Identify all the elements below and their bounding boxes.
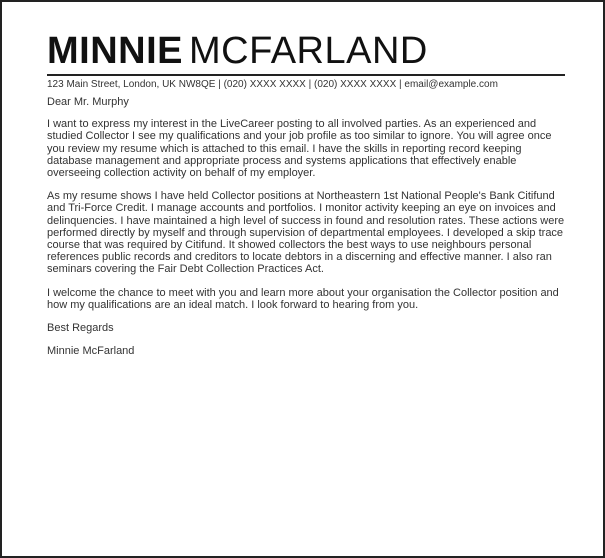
letter-body xyxy=(47,96,567,368)
header-divider xyxy=(47,74,565,76)
last-name: MCFARLAND xyxy=(189,30,428,72)
paragraph-intro: I want to express my interest in the LiveCareer posting to all involved parties. As an experienced and studied Collector I see my qualifications and your job profile as too similar to ignore. You will agree once you review my resume which is attached to this email. I have the skills in reporting record keeping database management and appropriate process and systems applications that effectively enable overseeing collection activity on behalf of my employer. xyxy=(47,118,552,180)
paragraph-closing: I welcome the chance to meet with you and learn more about your organisation the Collector position and how my qualifications are an ideal match. I look forward to hearing from you. xyxy=(47,286,559,311)
closing: Best Regards xyxy=(47,322,114,335)
paragraph-experience: As my resume shows I have held Collector positions at Northeastern 1st National People's Bank Citifund and Tri-Force Credit. I manage accounts and portfolios. I monitor activity keeping an eye on invoices and delinquencies. I have maintained a high level of success in found and resolution rates. These actions were performed directly by myself and through supervision of departmental employees. I developed a skip trace course that was required by Citifund. It showed collectors the best ways to use neighbours personal references public records and creditors to locate debtors in a discerning and effective manner. I also ran seminars covering the Fair Debt Collection Practices Act. xyxy=(47,190,565,276)
contact-line: 123 Main Street, London, UK NW8QE | (020) XXXX XXXX | (020) XXXX XXXX | email@example.com xyxy=(47,79,498,90)
signature: Minnie McFarland xyxy=(47,345,135,358)
letter-header xyxy=(47,31,563,90)
first-name: MINNIE xyxy=(47,30,183,72)
applicant-name xyxy=(47,31,563,71)
salutation: Dear Mr. Murphy xyxy=(47,96,129,108)
